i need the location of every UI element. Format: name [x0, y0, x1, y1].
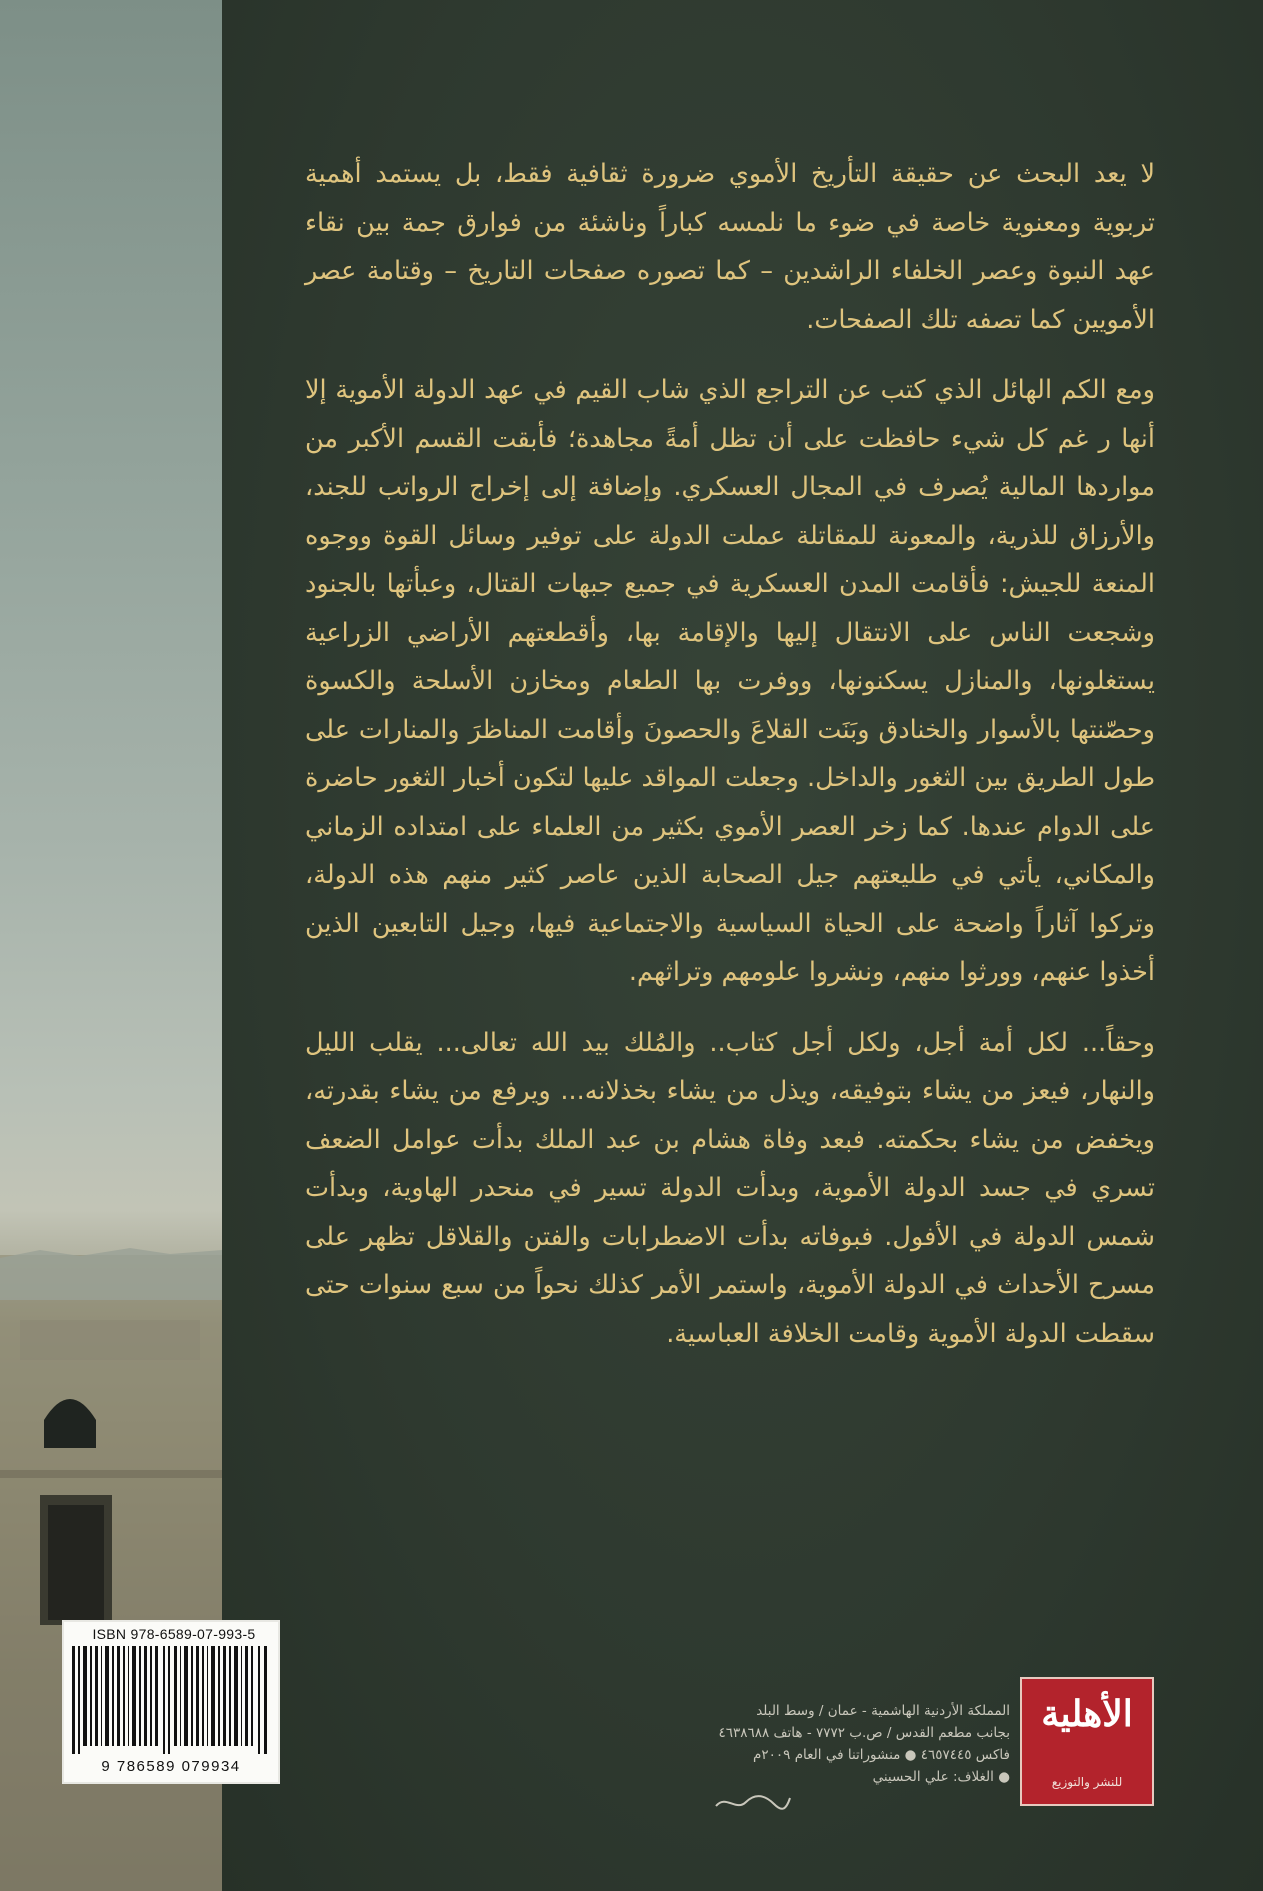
designer-signature — [712, 1790, 792, 1816]
imprint-line: بجانب مطعم القدس / ص.ب ٧٧٧٢ - هاتف ٤٦٣٨٦٨٨ — [718, 1725, 1010, 1741]
imprint-line: ● الغلاف: علي الحسيني — [872, 1769, 1010, 1785]
isbn-label: ISBN 978-6589-07-993-5 — [92, 1626, 256, 1642]
barcode-digits: 9 786589 079934 — [101, 1758, 241, 1775]
blurb-paragraph-3: وحقاً... لكل أمة أجل، ولكل أجل كتاب.. والمُلك بيد الله تعالى... يقلب الليل والنهار، فيعز من يشاء بتوفيقه، ويذل من يشاء بخذلانه... ويرفع من يشاء بقدرته، ويخفض من يشاء بحكمته. فبعد وفاة هشام بن عبد الملك بدأت عوامل الضعف تسري في جسد الدولة الأموية، وبدأت الدولة تسير في منحدر الهاوية، وبدأت شمس الدولة في الأفول. فبوفاته بدأت الاضطرابات والفتن والقلاقل تظهر على مسرح الأحداث في الدولة الأموية، واستمر الأمر كذلك نحواً من سبع سنوات حتى سقطت الدولة الأموية وقامت الخلافة العباسية. — [305, 1027, 1155, 1349]
publisher-logo-name: الأهلية — [1041, 1693, 1133, 1735]
fortress-illustration — [0, 0, 222, 1891]
cover-art-strip — [0, 0, 222, 1891]
imprint-line: فاكس ٤٦٥٧٤٤٥ ● منشوراتنا في العام ٢٠٠٩م — [753, 1747, 1010, 1763]
imprint-line: المملكة الأردنية الهاشمية - عمان / وسط البلد — [756, 1703, 1010, 1719]
publisher-imprint — [590, 1700, 1010, 1788]
barcode-bars — [72, 1646, 270, 1754]
isbn-barcode — [62, 1620, 280, 1784]
blurb-text — [305, 150, 1155, 1380]
blurb-paragraph-1: لا يعد البحث عن حقيقة التأريخ الأموي ضرورة ثقافية فقط، بل يستمد أهمية تربوية ومعنوية خاصة في ضوء ما نلمسه كباراً وناشئة من فوارق جمة بين نقاء عهد النبوة وعصر الخلفاء الراشدين – كما تصوره صفحات التاريخ – وقتامة عصر الأمويين كما تصفه تلك الصفحات. — [305, 159, 1155, 335]
publisher-logo-subtitle: للنشر والتوزيع — [1051, 1775, 1123, 1789]
publisher-logo — [1020, 1677, 1154, 1806]
blurb-paragraph-2: ومع الكم الهائل الذي كتب عن التراجع الذي شاب القيم في عهد الدولة الأموية إلا أنها ر غم كل شيء حافظت على أن تظل أمةً مجاهدة؛ فأبقت القسم الأكبر من مواردها المالية يُصرف في المجال العسكري. وإضافة إلى إخراج الرواتب للجند، والأرزاق للذرية، والمعونة للمقاتلة عملت الدولة على توفير وسائل القوة ووجوه المنعة للجيش: فأقامت المدن العسكرية في جميع جبهات القتال، وعبأتها بالجنود وشجعت الناس على الانتقال إليها والإقامة بها، وأقطعتهم الأراضي الزراعية يستغلونها، والمنازل يسكنونها، ووفرت بها الطعام ومخازن الأسلحة والكسوة وحصّنتها بالأسوار والخنادق وبَنَت القلاعَ والحصونَ وأقامت المناظرَ والمنارات على طول الطريق بين الثغور والداخل. وجعلت المواقد عليها لتكون أخبار الثغور حاضرة على الدوام عندها. كما زخر العصر الأموي بكثير من العلماء على امتداده الزماني والمكاني، يأتي في طليعتهم جيل الصحابة الذين عاصر كثير منهم هذه الدولة، وتركوا آثاراً واضحة على الحياة السياسية والاجتماعية فيها، وجيل التابعين الذين أخذوا عنهم، وورثوا منهم، ونشروا علومهم وتراثهم. — [305, 375, 1155, 987]
